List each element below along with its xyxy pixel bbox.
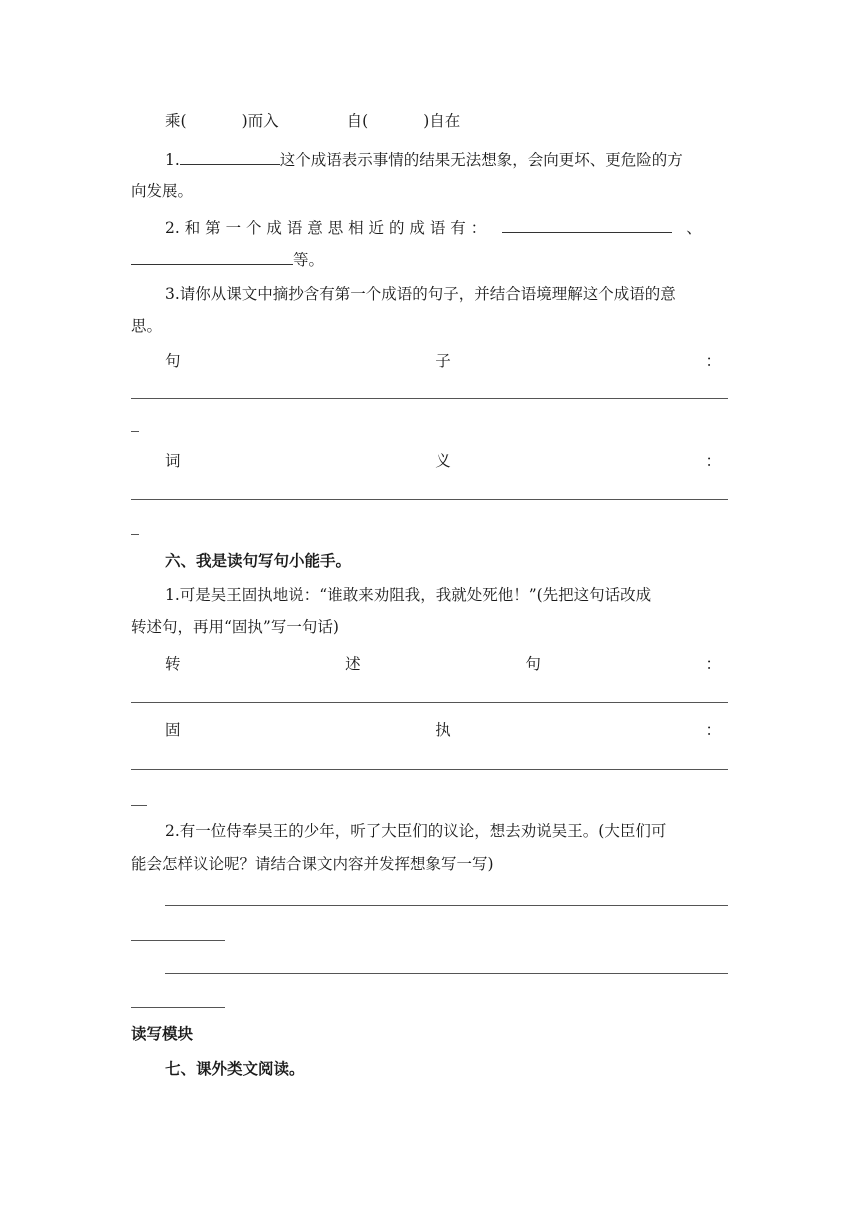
idiom-1-suffix: )而入	[241, 112, 279, 130]
sentence-label-char-2: 子	[435, 352, 451, 370]
question-1-blank[interactable]	[180, 148, 280, 165]
reported-label-char-1: 转	[165, 655, 181, 673]
question-2	[165, 216, 702, 238]
question-1-continued: 向发展。	[131, 182, 194, 200]
idiom-2-suffix: )自在	[423, 112, 461, 130]
guzhi-label-char-2: 执	[435, 721, 451, 739]
reported-label-char-2: 述	[345, 655, 361, 673]
section-6-question-2: 2.有一位侍奉吴王的少年，听了大臣们的议论，想去劝说吴王。(大臣们可	[165, 822, 667, 840]
guzhi-answer-line[interactable]	[131, 769, 728, 770]
question-1-number: 1.	[165, 151, 180, 169]
question-2-continued	[131, 248, 324, 270]
question-1-text: 这个成语表示事情的结果无法想象，会向更坏、更危险的方	[279, 151, 683, 169]
section-6-question-2-continued: 能会怎样议论呢？请结合课文内容并发挥想象写一写)	[131, 855, 494, 873]
meaning-label-char-1: 词	[165, 452, 181, 470]
idiom-fill-line	[165, 111, 460, 131]
idiom-2-prefix: 自(	[346, 112, 369, 130]
question-3-continued: 思。	[131, 317, 163, 335]
discussion-answer-line-2[interactable]	[165, 973, 728, 974]
guzhi-label-char-1: 固	[165, 721, 181, 739]
guzhi-answer-line-tail	[131, 805, 147, 806]
question-1	[165, 148, 683, 170]
section-6-question-1-continued: 转述句，再用“固执”写一句话)	[131, 618, 339, 636]
question-2-text: 2. 和 第 一 个 成 语 意 思 相 近 的 成 语 有 ：	[165, 219, 487, 237]
section-6-title: 六、我是读句写句小能手。	[165, 552, 352, 570]
section-7-title: 七、课外类文阅读。	[165, 1060, 305, 1078]
question-2-end: 等。	[293, 251, 325, 269]
section-6-question-1: 1.可是吴王固执地说：“谁敢来劝阻我，我就处死他！”(先把这句话改成	[165, 586, 652, 604]
sentence-label-colon: ：	[705, 352, 721, 370]
question-3: 3.请你从课文中摘抄含有第一个成语的句子，并结合语境理解这个成语的意	[165, 285, 676, 303]
discussion-answer-line-1-tail	[131, 940, 225, 941]
reported-label-colon: ：	[705, 655, 721, 673]
sentence-label-row	[165, 351, 721, 371]
question-2-blank-1[interactable]	[502, 216, 672, 233]
sentence-label-char-1: 句	[165, 352, 181, 370]
question-2-blank-2[interactable]	[131, 248, 293, 265]
sentence-answer-line[interactable]	[131, 398, 728, 399]
guzhi-label-colon: ：	[705, 721, 721, 739]
meaning-answer-line-tail	[131, 534, 139, 535]
reported-label-char-3: 句	[525, 655, 541, 673]
question-2-separator: 、	[686, 219, 702, 237]
sentence-answer-line-tail	[131, 431, 139, 432]
meaning-answer-line[interactable]	[131, 499, 728, 500]
guzhi-label-row	[165, 720, 721, 740]
meaning-label-colon: ：	[705, 452, 721, 470]
reported-speech-answer-line[interactable]	[131, 702, 728, 703]
discussion-answer-line-1[interactable]	[165, 905, 728, 906]
discussion-answer-line-2-tail	[131, 1007, 225, 1008]
meaning-label-char-2: 义	[435, 452, 451, 470]
idiom-1-prefix: 乘(	[165, 112, 187, 130]
module-title: 读写模块	[131, 1025, 194, 1043]
reported-speech-label-row	[165, 654, 721, 674]
meaning-label-row	[165, 451, 721, 471]
